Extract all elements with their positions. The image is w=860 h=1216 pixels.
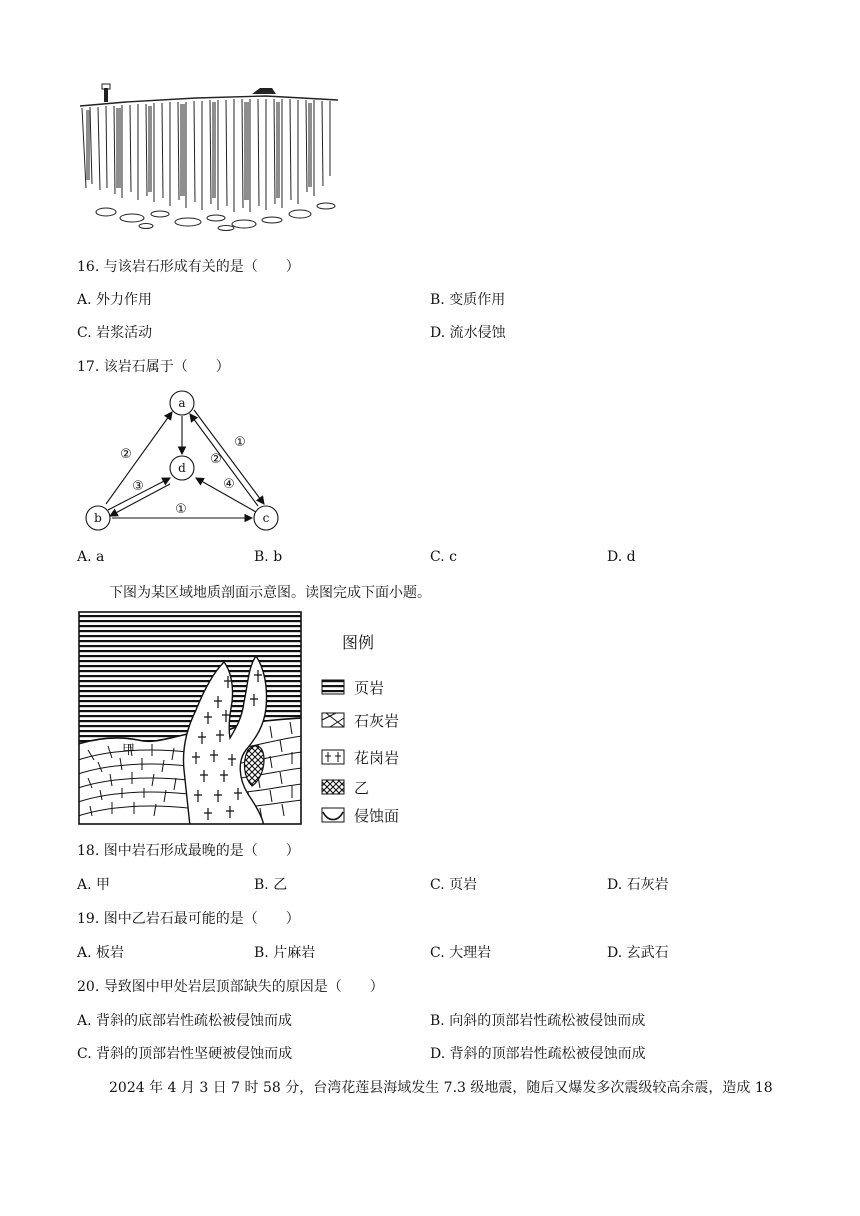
q16-option-a[interactable]: A. 外力作用 <box>77 292 153 308</box>
legend-swatch-limestone <box>322 713 344 727</box>
question-19-stem: 19. 图中乙岩石最可能的是（ ） <box>77 911 300 927</box>
q20-option-a[interactable]: A. 背斜的底部岩性疏松被侵蚀而成 <box>77 1013 293 1029</box>
label-jia: 甲 <box>122 743 136 758</box>
q20-option-d[interactable]: D. 背斜的顶部岩性疏松被侵蚀而成 <box>430 1046 646 1062</box>
question-18-stem: 18. 图中岩石形成最晚的是（ ） <box>77 843 300 859</box>
node-a-label: a <box>178 396 186 410</box>
q18-option-c[interactable]: C. 页岩 <box>430 877 478 893</box>
q16-option-d[interactable]: D. 流水侵蚀 <box>430 325 506 341</box>
arrow-label-a-c: ① <box>234 435 246 450</box>
section-intro: 下图为某区域地质剖面示意图。读图完成下面小题。 <box>109 585 431 601</box>
legend-yi: 乙 <box>354 779 370 797</box>
question-20-stem: 20. 导致图中甲处岩层顶部缺失的原因是（ ） <box>77 979 384 995</box>
q16-option-c[interactable]: C. 岩浆活动 <box>77 325 153 341</box>
legend-erosion-surface: 侵蚀面 <box>354 807 400 825</box>
arrow-label-c-a: ② <box>210 452 222 467</box>
legend-swatch-erosion <box>322 808 344 822</box>
node-d-label: d <box>178 461 186 475</box>
geologic-section-diagram <box>78 610 414 830</box>
q17-option-c[interactable]: C. c <box>430 549 457 565</box>
q19-option-d[interactable]: D. 玄武石 <box>607 945 669 961</box>
rock-cycle-diagram <box>76 386 286 536</box>
q17-option-d[interactable]: D. d <box>607 549 636 565</box>
q18-option-b[interactable]: B. 乙 <box>254 877 288 893</box>
q19-option-c[interactable]: C. 大理岩 <box>430 945 492 961</box>
arrow-label-b-c: ① <box>175 502 187 517</box>
basalt-columns-illustration <box>76 80 346 232</box>
legend-swatch-shale <box>322 680 344 694</box>
q18-option-d[interactable]: D. 石灰岩 <box>607 877 669 893</box>
arrow-label-c-d: ④ <box>223 477 235 492</box>
legend-limestone: 石灰岩 <box>354 712 400 730</box>
legend-title: 图例 <box>342 633 375 652</box>
q17-option-b[interactable]: B. b <box>254 549 283 565</box>
question-17-stem: 17. 该岩石属于（ ） <box>77 359 230 375</box>
q16-option-b[interactable]: B. 变质作用 <box>430 292 506 308</box>
legend-swatch-yi <box>322 780 344 794</box>
q19-option-a[interactable]: A. 板岩 <box>77 945 125 961</box>
node-b-label: b <box>94 511 102 525</box>
next-passage-text: 2024 年 4 月 3 日 7 时 58 分，台湾花莲县海域发生 7.3 级地震，随后又爆发多次震级较高余震，造成 18 <box>109 1080 773 1096</box>
q19-option-b[interactable]: B. 片麻岩 <box>254 945 316 961</box>
arrow-label-b-a: ② <box>120 447 132 462</box>
q20-option-c[interactable]: C. 背斜的顶部岩性坚硬被侵蚀而成 <box>77 1046 293 1062</box>
question-16-stem: 16. 与该岩石形成有关的是（ ） <box>77 259 300 275</box>
legend-shale: 页岩 <box>354 679 385 697</box>
legend-granite: 花岗岩 <box>354 749 400 767</box>
q20-option-b[interactable]: B. 向斜的顶部岩性疏松被侵蚀而成 <box>430 1013 646 1029</box>
node-c-label: c <box>262 511 270 525</box>
q17-option-a[interactable]: A. a <box>77 549 105 565</box>
q18-option-a[interactable]: A. 甲 <box>77 877 111 893</box>
legend-swatch-granite <box>322 750 344 764</box>
arrow-label-b-d: ③ <box>132 479 144 494</box>
